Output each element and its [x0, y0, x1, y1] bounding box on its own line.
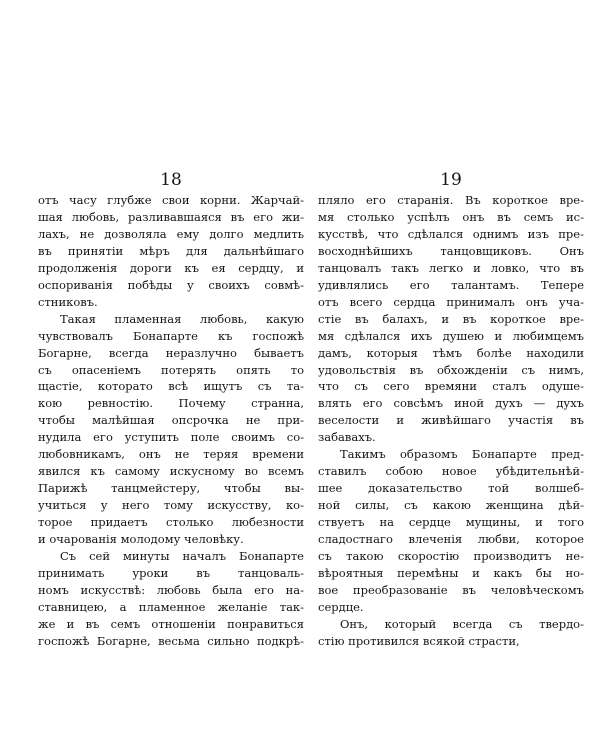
text-line: дамъ, которыя тѣмъ болѣе находили [318, 345, 584, 360]
text-line: ной силы, съ какою женщина дѣй- [318, 498, 584, 513]
text-line: Богарне, всегда неразлучно бываетъ [38, 345, 304, 360]
text-line: оспориванія побѣды у своихъ совмѣ- [38, 277, 304, 292]
text-line: сладостнаго влеченія любви, которое [318, 532, 584, 547]
text-line: торое придаетъ столько любезности [38, 515, 304, 530]
text-line: Такая пламенная любовь, какую [60, 311, 304, 326]
text-line: мя сдѣлался ихъ душею и любимцемъ [318, 328, 584, 343]
text-line: ставилъ собою новое убѣдительнѣй- [318, 464, 584, 479]
text-line: ствуетъ на сердце мущины, и того [318, 515, 584, 530]
text-line: щастіе, которато всѣ ищутъ съ та- [38, 379, 304, 394]
text-line: шая любовь, разливавшаяся въ его жи- [38, 209, 304, 224]
text-line: въ принятіи мѣръ для дальнѣйшаго [38, 243, 304, 258]
text-line: вѣроятныя перемѣны и какъ бы но- [318, 565, 584, 580]
text-line: чувствовалъ Бонапарте къ госпожѣ [38, 328, 304, 343]
text-line: танцовалъ такъ легко и ловко, что въ [318, 260, 584, 275]
text-line: удовольствія въ обхожденіи съ нимъ, [318, 362, 584, 377]
text-line: кою ревностію. Почему странна, [38, 396, 304, 411]
text-line: стію противился всякой страсти, [318, 633, 520, 648]
page-number: 19 [440, 170, 462, 190]
text-line: отъ всего сердца принималъ онъ уча- [318, 294, 584, 309]
text-line: стниковъ. [38, 294, 98, 309]
text-line: забавахъ. [318, 430, 376, 445]
text-line: съ такою скоростію производитъ не- [318, 549, 584, 564]
text-line: Съ сей минуты началъ Бонапарте [60, 549, 304, 564]
text-line: восходнѣйшихъ танцовщиковъ. Онъ [318, 243, 584, 258]
text-line: удивлялись его талантамъ. Тепере [318, 277, 584, 292]
text-line: веселости и живѣйшаго участія въ [318, 413, 584, 428]
page-number: 18 [160, 170, 182, 190]
text-line: же и въ семъ отношеніи понравиться [38, 616, 304, 631]
text-line: Парижѣ танцмейстеру, чтобы вы- [38, 481, 304, 496]
text-line: сердце. [318, 599, 364, 614]
text-line: кусствѣ, что сдѣлался однимъ изъ пре- [318, 226, 584, 241]
text-line: что съ сего времяни сталъ одуше- [318, 379, 584, 394]
text-line: явился къ самому искусному во всемъ [38, 464, 304, 479]
text-line: чтобы малѣйшая опсрочка не при- [38, 413, 304, 428]
right-page [318, 170, 584, 650]
text-line: Такимъ образомъ Бонапарте пред- [340, 447, 584, 462]
text-line: стіе въ балахъ, и въ короткое вре- [318, 311, 584, 326]
text-line: вое преобразованіе въ человѣческомъ [318, 582, 584, 597]
text-line: госпожѣ Богарне, весьма сильно подкрѣ- [38, 633, 304, 648]
text-line: лахъ, не дозволяла ему долго медлить [38, 226, 304, 241]
text-line: и очарованія молодому человѣку. [38, 532, 244, 547]
text-line: продолженія дороги къ ея сердцу, и [38, 260, 304, 275]
text-line: Онъ, который всегда съ твердо- [340, 616, 584, 631]
text-line: съ опасеніемъ потерять опять то [38, 362, 304, 377]
page-text [318, 192, 584, 650]
text-line: шее доказательство той волшеб- [318, 481, 584, 496]
text-line: номъ искусствѣ: любовь была его на- [38, 582, 304, 597]
text-line: принимать уроки въ танцоваль- [38, 565, 304, 580]
page-text [38, 192, 304, 650]
text-line: мя столько успѣлъ онъ въ семъ ис- [318, 209, 584, 224]
text-line: учиться у него тому искусству, ко- [38, 498, 304, 513]
text-line: отъ часу глубже свои корни. Жарчай- [38, 193, 304, 207]
text-line: пляло его старанія. Въ короткое вре- [318, 193, 584, 207]
left-page [38, 170, 304, 650]
text-line: влять его совсѣмъ иной духъ — духъ [318, 396, 584, 411]
text-line: любовникамъ, онъ не теряя времени [38, 447, 304, 462]
text-line: нудила его уступить поле своимъ со- [38, 430, 304, 445]
text-line: ставницею, а пламенное желаніе так- [38, 599, 304, 614]
